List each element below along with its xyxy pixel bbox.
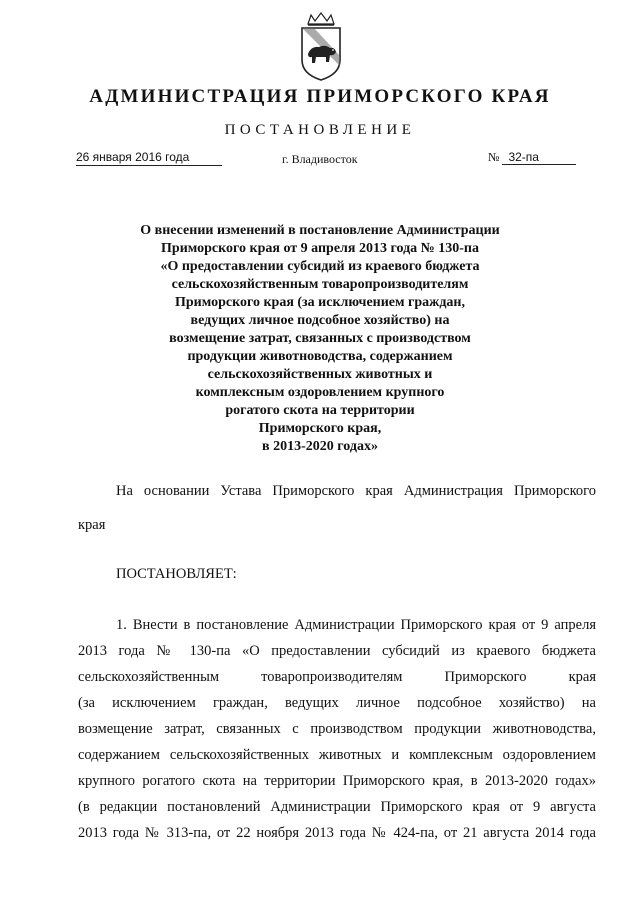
title-line: возмещение затрат, связанных с производством bbox=[169, 331, 471, 346]
title-line: сельскохозяйственных животных и bbox=[207, 367, 433, 382]
title-line: продукции животноводства, содержанием bbox=[187, 349, 453, 364]
body-line: возмещение затрат, связанных с производством продукции животноводства, bbox=[78, 721, 596, 737]
body-line: (за исключением граждан, ведущих личное подсобное хозяйство) на bbox=[78, 695, 596, 711]
body-line: 2013 года № 130-па «О предоставлении субсидий из краевого бюджета bbox=[78, 643, 596, 659]
document-number bbox=[488, 150, 576, 165]
document-city: г. Владивосток bbox=[282, 152, 358, 166]
title-line: в 2013-2020 годах» bbox=[262, 439, 378, 454]
title-line: «О предоставлении субсидий из краевого бюджета bbox=[160, 259, 480, 274]
document-title bbox=[100, 222, 540, 456]
legal-basis-line: края bbox=[78, 517, 106, 533]
number-value: 32-па bbox=[502, 150, 576, 165]
legal-basis bbox=[78, 480, 596, 536]
legal-basis-line: На основании Устава Приморского края Администрация Приморского bbox=[116, 483, 596, 499]
title-line: О внесении изменений в постановление Администрации bbox=[140, 223, 500, 238]
title-line: Приморского края, bbox=[258, 421, 382, 436]
body-line: 1. Внести в постановление Администрации Приморского края от 9 апреля bbox=[116, 617, 596, 633]
document-meta bbox=[0, 150, 640, 174]
title-line: сельскохозяйственным товаропроизводителям bbox=[171, 277, 469, 292]
title-line: Приморского края (за исключением граждан, bbox=[174, 295, 465, 310]
body-line: крупного рогатого скота на территории Приморского края, в 2013-2020 годах» bbox=[78, 773, 596, 789]
resolves-heading: ПОСТАНОВЛЯЕТ: bbox=[116, 566, 237, 582]
title-line: комплексным оздоровлением крупного bbox=[195, 385, 445, 400]
document-date: 26 января 2016 года bbox=[76, 150, 222, 166]
body-line: сельскохозяйственным товаропроизводителям Приморского края bbox=[78, 669, 596, 685]
coat-of-arms-icon bbox=[294, 10, 348, 82]
body-line: содержанием сельскохозяйственных животных и комплексным оздоровлением bbox=[78, 747, 596, 763]
body-line: 2013 года № 313-па, от 22 ноября 2013 года № 424-па, от 21 августа 2014 года bbox=[78, 825, 596, 841]
decree-body bbox=[78, 612, 596, 846]
title-line: рогатого скота на территории bbox=[225, 403, 415, 418]
title-line: Приморского края от 9 апреля 2013 года № 130-па bbox=[161, 241, 479, 256]
number-label: № bbox=[488, 150, 500, 164]
document-type: ПОСТАНОВЛЕНИЕ bbox=[224, 122, 416, 138]
title-line: ведущих личное подсобное хозяйство) на bbox=[190, 313, 450, 328]
organization-name: АДМИНИСТРАЦИЯ ПРИМОРСКОГО КРАЯ bbox=[89, 86, 551, 107]
body-line: (в редакции постановлений Администрации Приморского края от 9 августа bbox=[78, 799, 596, 815]
